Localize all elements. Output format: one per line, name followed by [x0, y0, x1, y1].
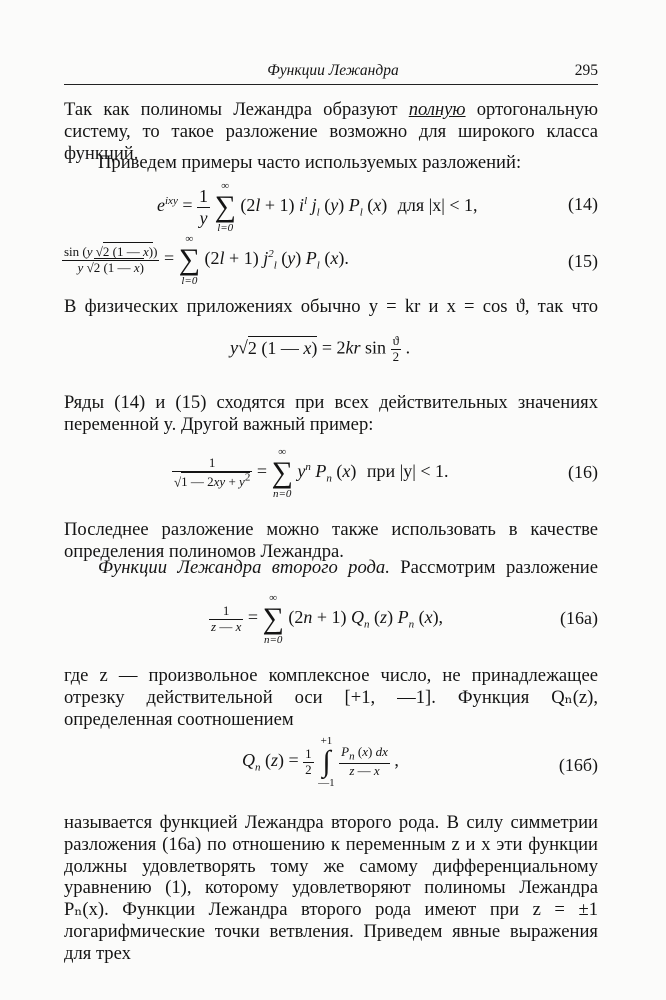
page-number: 295 — [574, 62, 598, 79]
eq15-number: (15) — [568, 251, 598, 271]
paragraph-3: В физических приложениях обычно y = kr и x = cos ϑ, так что — [64, 296, 598, 317]
emphasis-complete: полную — [408, 99, 466, 120]
header-rule — [64, 84, 598, 85]
paragraph-7: где z — произвольное комплексное число, не принадлежащее отрезку действительной оси [+1, —1]. Функция Qₙ(z), определенная соотношением — [64, 665, 598, 730]
equation-16a: $\frac{1}{z — x}$ = ∞ ∑ n=0 (2n + 1) $Q_n$ (z) $P_n$ (x), — [211, 592, 444, 646]
paragraph-1: Так как полиномы Лежандра образуют полную ортогональную систему, то такое разложение возможно для широкого класса функций. — [64, 99, 598, 164]
paragraph-2: Приведем примеры часто используемых разложений: — [98, 152, 522, 173]
section-title: Функции Лежандра второго рода. — [98, 557, 390, 578]
paragraph-8: называется функцией Лежандра второго рода. В силу симметрии разложения (16а) по отношению к переменным z и x эти функции должны удовлетворять тому же самому дифференциальному уравнению (1), которому удовлетворяют полиномы Лежандра Pₙ(x). Функции Лежандра второго рода имеют при z = ±1 логарифмические точки ветвления. Приведем явные выражения для трех — [64, 812, 598, 964]
eq16-number: (16) — [568, 462, 598, 482]
eq16b-number: (16б) — [558, 755, 598, 775]
running-header-title: Функции Лежандра — [267, 62, 399, 79]
equation-y-sqrt: y√2 (1 — x) = 2kr sin $\frac{ϑ}{2}$ . — [230, 333, 411, 364]
eq16-condition: при |y| < 1. — [366, 461, 449, 482]
paragraph-4: Ряды (14) и (15) сходятся при всех действительных значениях переменной y. Другой важный пример: — [64, 392, 598, 435]
eq14-condition: для |x| < 1, — [397, 195, 478, 216]
paragraph-6: Функции Лежандра второго рода. Рассмотрим разложение — [98, 557, 598, 578]
equation-14: $e^{ixy}$ = $\frac{1}{y}$ ∞ ∑ l=0 (2l + 1) $i^l$ $j_l$ (y) $P_l$ (x) для |x| < 1, — [157, 180, 478, 234]
paragraph-5: Последнее разложение можно также использовать в качестве определения полиномов Лежандра. — [64, 519, 598, 562]
equation-15: $\frac{\sin (y √2 (1 — x))}{y √2 (1 — x)}$ = ∞ ∑ l=0 (2l + 1) $j^2_l$ (y) $P_l$ (x). — [64, 233, 349, 287]
equation-16b: $Q_n$ (z) = $\frac{1}{2}$ +1 ∫ —1 $\frac{P_n (x) dx}{z — x}$ , — [242, 735, 399, 789]
eq16a-number: (16а) — [560, 608, 598, 628]
equation-16: $\frac{1}{√1 — 2xy + y^2}$ = ∞ ∑ n=0 $y^n$ $P_n$ (x) при |y| < 1. — [174, 446, 449, 500]
eq14-number: (14) — [568, 194, 598, 214]
